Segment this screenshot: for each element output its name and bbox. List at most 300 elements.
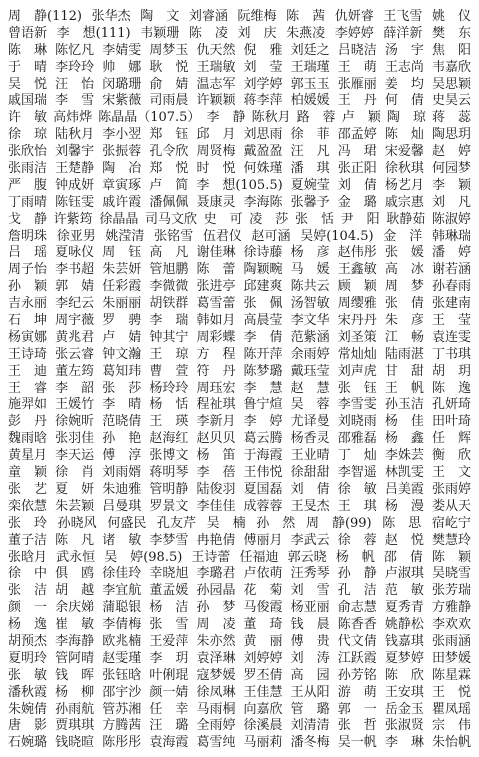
name-row xyxy=(8,77,471,94)
name-entry: 陈 凌 xyxy=(188,25,228,41)
name-entry: 刘 倩 xyxy=(290,481,330,497)
name-entry: 管明静 xyxy=(149,481,189,497)
name-entry: 潘佩佩 xyxy=(149,194,189,210)
name-entry: 刘 莹 xyxy=(243,59,283,75)
name-entry: 刘思雨 xyxy=(243,127,283,143)
name-entry: 袁海霞 xyxy=(149,735,189,751)
name-entry: 夏咏仪 xyxy=(55,245,95,261)
name-entry: 黄兆君 xyxy=(55,329,95,345)
name-entry: 李 倩 xyxy=(243,329,283,345)
name-entry: 李智遥 xyxy=(337,465,377,481)
name-entry: 全雨婷 xyxy=(196,718,236,734)
name-entry: 张 洁 xyxy=(8,583,48,599)
name-entry: 徐秋琪 xyxy=(384,161,424,177)
name-entry: 崔 敏 xyxy=(55,617,95,633)
name-entry: 杨 漫 xyxy=(384,498,424,514)
name-entry: 凌 莎 xyxy=(249,211,289,227)
name-entry: 冯 珺 xyxy=(337,144,377,160)
name-row xyxy=(8,144,471,161)
name-entry: 彭 丹 xyxy=(8,414,48,430)
name-entry: 邵孟婷 xyxy=(337,127,377,143)
name-entry: 赵可涵 xyxy=(251,228,291,244)
name-entry: 俞志慧 xyxy=(337,600,377,616)
name-entry: 姚 仪 xyxy=(431,9,471,24)
name-entry: 王楚静 xyxy=(55,161,95,177)
name-entry: 邵 倩 xyxy=(383,549,423,565)
name-entry: 郭玉玉 xyxy=(290,76,330,92)
name-entry: 刘 庆 xyxy=(237,25,277,41)
name-entry: 司雨晨 xyxy=(149,93,189,109)
name-entry: 许颖颖 xyxy=(196,93,236,109)
name-entry: 王 迪 xyxy=(8,363,48,379)
name-entry: 徐溪晨 xyxy=(243,718,283,734)
name-entry: 周 钰 xyxy=(102,245,142,261)
name-entry: 时 悦 xyxy=(196,161,236,177)
name-entry: 王 帆 xyxy=(384,380,424,396)
name-entry: 高炜烨 xyxy=(53,110,93,126)
name-entry: 孙 静 xyxy=(337,566,377,582)
name-row xyxy=(8,516,471,533)
name-entry: 何姝瑾 xyxy=(243,161,283,177)
name-entry: 宗 伟 xyxy=(431,718,471,734)
name-entry: 游 萌 xyxy=(337,684,377,700)
name-entry: 徐晶晶 xyxy=(99,211,139,227)
name-entry: 高 冰 xyxy=(384,262,424,278)
name-entry: 周梦玉 xyxy=(149,42,189,58)
name-entry: 管阿晴 xyxy=(55,650,95,666)
name-entry: 尤译曼 xyxy=(290,414,330,430)
name-entry: 陈梦璐 xyxy=(243,363,283,379)
name-entry: 姚滢清 xyxy=(105,228,145,244)
name-entry: 孔令欣 xyxy=(149,144,189,160)
name-entry: 金 洋 xyxy=(383,228,423,244)
name-row xyxy=(8,533,471,550)
name-row xyxy=(8,414,471,431)
name-row xyxy=(8,245,471,262)
name-entry: 代文倩 xyxy=(337,633,377,649)
name-entry: 刘 雪 xyxy=(290,583,330,599)
name-entry: 夏梦婷 xyxy=(384,650,424,666)
name-entry: 王 琼 xyxy=(149,346,189,362)
name-entry: 陈忆凡 xyxy=(55,42,95,58)
name-entry: 汪 凡 xyxy=(290,144,330,160)
name-entry: 李微微 xyxy=(149,279,189,295)
name-entry: 夏国磊 xyxy=(243,481,283,497)
name-entry: 郑 悦 xyxy=(149,161,189,177)
name-entry: 李 颖 xyxy=(431,177,471,193)
name-entry: 杨 鑫 xyxy=(384,431,424,447)
name-entry: 葛雪纯 xyxy=(196,735,236,751)
name-entry: 王瑞敏 xyxy=(196,59,236,75)
name-entry: 陈 蕾 xyxy=(196,262,236,278)
name-entry: 邵雅磊 xyxy=(337,431,377,447)
name-entry: 王 丹 xyxy=(337,93,377,109)
name-entry: 戚宗惠 xyxy=(384,194,424,210)
name-entry: 吴一帆 xyxy=(337,735,377,751)
name-entry: 葛知玮 xyxy=(102,363,142,379)
name-entry: 韩如月 xyxy=(196,313,236,329)
name-entry: 陶思玥 xyxy=(431,127,471,143)
name-entry: 陈淑婷 xyxy=(431,211,471,227)
name-row xyxy=(8,634,471,651)
name-entry: 谢若涵 xyxy=(431,262,471,278)
name-entry: 李 晴 xyxy=(102,397,142,413)
name-entry: 史昊云 xyxy=(431,93,471,109)
name-entry: 吉永丽 xyxy=(8,296,48,312)
name-entry: 余雨婷 xyxy=(290,346,330,362)
name-row xyxy=(8,381,471,398)
name-entry: 卢依萌 xyxy=(243,566,283,582)
name-entry: 瞿凤瑶 xyxy=(431,701,471,717)
name-entry: 李倩梅 xyxy=(102,617,142,633)
name-entry: 幸晓旭 xyxy=(149,566,189,582)
name-row xyxy=(8,735,471,752)
name-entry: 许紫筠 xyxy=(53,211,93,227)
name-entry: 朱芸颖 xyxy=(55,498,95,514)
name-entry: 李 慧 xyxy=(243,380,283,396)
name-entry: 王瑞瑾 xyxy=(290,59,330,75)
name-entry: 杨 帆 xyxy=(335,549,375,565)
name-entry: 徐佳玲 xyxy=(102,566,142,582)
name-entry: 温志军 xyxy=(196,76,236,92)
name-entry: 朱亦然 xyxy=(196,633,236,649)
name-entry: 张正阳 xyxy=(337,161,377,177)
name-entry: 吴 蓉 xyxy=(290,397,330,413)
name-entry: 郭 一 xyxy=(337,701,377,717)
name-row xyxy=(8,212,471,229)
name-entry: 吴思颖 xyxy=(431,76,471,92)
name-entry: 丁雨晴 xyxy=(8,194,48,210)
name-entry: 马丽莉 xyxy=(243,735,283,751)
name-entry: 陈星霖 xyxy=(431,667,471,683)
name-entry: 潘秋霞 xyxy=(8,684,48,700)
name-entry: 吕美霞 xyxy=(384,481,424,497)
name-row xyxy=(8,110,471,127)
name-entry: 董 琦 xyxy=(243,617,283,633)
name-entry: 刘 凡 xyxy=(431,194,471,210)
name-entry: 罗 骋 xyxy=(102,313,142,329)
name-entry: 郭云晓 xyxy=(287,549,327,565)
name-entry: 仇天然 xyxy=(196,42,236,58)
name-entry: 韦颖珊 xyxy=(140,25,180,41)
name-entry: 娄从天 xyxy=(431,498,471,514)
name-entry: 宋丹丹 xyxy=(337,313,377,329)
name-entry: 杨 洁 xyxy=(149,600,189,616)
name-entry: 徐亚男 xyxy=(56,228,96,244)
name-row xyxy=(8,617,471,634)
name-row xyxy=(8,499,471,516)
name-entry: 陈香香 xyxy=(337,617,377,633)
name-entry: 杨 佳 xyxy=(384,414,424,430)
name-entry: 徐诗藤 xyxy=(243,245,283,261)
name-entry: 朱婉倩 xyxy=(8,701,48,717)
name-entry: 高 凡 xyxy=(149,245,189,261)
name-row xyxy=(8,93,471,110)
name-entry: 吴 悦 xyxy=(8,76,48,92)
name-entry: 任彩霞 xyxy=(102,279,142,295)
name-entry: 钱嘉琪 xyxy=(384,633,424,649)
name-entry: 卢淑琪 xyxy=(384,566,424,582)
name-entry: 朱迪雅 xyxy=(102,481,142,497)
name-entry: 汪 璐 xyxy=(149,718,189,734)
name-entry: 向嘉欣 xyxy=(243,701,283,717)
name-entry: 吕曼琪 xyxy=(102,498,142,514)
name-entry: 姜 均 xyxy=(384,76,424,92)
name-row xyxy=(8,718,471,735)
name-entry: 李 雪 xyxy=(55,93,95,109)
name-entry: 张铭雪 xyxy=(154,228,194,244)
name-entry: 陈 逸 xyxy=(431,380,471,396)
name-entry: 杨寅娜 xyxy=(8,329,48,345)
name-entry: 刘雨婿 xyxy=(102,465,142,481)
name-entry: 汪秀琴 xyxy=(290,566,330,582)
name-entry: 张羽佳 xyxy=(55,431,95,447)
name-entry: 詹明珠 xyxy=(8,228,48,244)
name-entry: 李武云 xyxy=(290,532,330,548)
name-entry: 李纪云 xyxy=(55,296,95,312)
name-entry: 刘 涛 xyxy=(290,650,330,666)
name-entry: 王 莹 xyxy=(431,313,471,329)
name-entry: 马雨桐 xyxy=(196,701,236,717)
name-entry: 钟成妍 xyxy=(55,177,95,193)
name-entry: 钟文瀚 xyxy=(102,346,142,362)
name-entry: 李宜航 xyxy=(102,583,142,599)
name-entry: 栾依慧 xyxy=(8,498,48,514)
name-entry: 陆秋月 xyxy=(55,127,95,143)
name-entry: 张博文 xyxy=(149,448,189,464)
name-entry: 赵贝贝 xyxy=(196,431,236,447)
name-entry: 张云睿 xyxy=(55,346,95,362)
name-entry: 张晗月 xyxy=(8,549,48,565)
name-entry: 王诗琦 xyxy=(8,346,48,362)
name-entry: 徐凤琳 xyxy=(196,684,236,700)
name-entry: 戈 静 xyxy=(8,211,48,227)
name-entry: 胡 越 xyxy=(55,583,95,599)
name-entry: 张 哲 xyxy=(337,718,377,734)
name-entry: 赵雯瑾 xyxy=(102,650,142,666)
name-entry: 吴婷(104.5) xyxy=(300,228,374,244)
name-entry: 鲁宁煊 xyxy=(243,397,283,413)
name-entry: 许 敏 xyxy=(8,110,48,126)
name-entry: 李璐君 xyxy=(196,566,236,582)
name-entry: 张欣怡 xyxy=(8,144,48,160)
name-entry: 王 睿 xyxy=(8,380,48,396)
name-row xyxy=(8,195,471,212)
name-entry: 李 想(105.5) xyxy=(196,177,283,193)
name-entry: 刘晓雨 xyxy=(337,414,377,430)
name-entry: 何盛民 xyxy=(107,515,147,531)
name-entry: 刘廷之 xyxy=(290,42,330,58)
name-entry: 李天运 xyxy=(55,448,95,464)
name-entry: 王志尚 xyxy=(384,59,424,75)
name-entry: 冉艳倩 xyxy=(196,532,236,548)
name-entry: 田叶琦 xyxy=(431,414,471,430)
name-entry: 傅丽月 xyxy=(243,532,283,548)
name-entry: 孙芳铭 xyxy=(337,667,377,683)
name-entry: 常灿灿 xyxy=(337,346,377,362)
name-entry: 戚许霞 xyxy=(102,194,142,210)
name-entry: 曹 萱 xyxy=(149,363,189,379)
name-row xyxy=(8,668,471,685)
name-entry: 方腾茜 xyxy=(102,718,142,734)
name-entry: 帅 娜 xyxy=(102,59,142,75)
name-entry: 刘婷婷 xyxy=(243,650,283,666)
name-entry: 罗丕倩 xyxy=(243,667,283,683)
name-entry: 徐 琼 xyxy=(8,127,48,143)
name-entry: 蒋李萍 xyxy=(243,93,283,109)
name-entry: 王业晴 xyxy=(290,448,330,464)
name-entry: 成蓉蓉 xyxy=(243,498,283,514)
name-entry: 聂康灵 xyxy=(196,194,236,210)
name-entry: 尹 阳 xyxy=(340,211,380,227)
name-entry: 花 菊 xyxy=(243,583,283,599)
name-entry: 周 静(112) xyxy=(8,9,82,24)
name-entry: 赵海红 xyxy=(149,431,189,447)
name-entry: 倪 雅 xyxy=(243,42,283,58)
name-entry: 刘 倩 xyxy=(337,177,377,193)
name-entry: 任 辉 xyxy=(431,431,471,447)
name-entry: 陈 思 xyxy=(382,515,422,531)
name-entry: 赵 婷 xyxy=(431,144,471,160)
name-entry: 陶 琼 xyxy=(386,110,426,126)
name-entry: 李欢欢 xyxy=(431,617,471,633)
name-entry: 周子怡 xyxy=(8,262,48,278)
name-entry: 潘 婷 xyxy=(431,245,471,261)
name-entry: 陶 冶 xyxy=(102,161,142,177)
name-entry: 吴 楠 xyxy=(206,515,246,531)
name-entry: 余庆娣 xyxy=(55,600,95,616)
name-entry: 邱 月 xyxy=(196,127,236,143)
name-entry: 刘睿涵 xyxy=(188,9,228,24)
name-entry: 周彩蝶 xyxy=(196,329,236,345)
name-entry: 叶俐琨 xyxy=(149,667,189,683)
name-entry: 钱 晖 xyxy=(55,667,95,683)
name-entry: 李婧雯 xyxy=(102,42,142,58)
name-entry: 傅 贵 xyxy=(290,633,330,649)
name-entry: 罗景文 xyxy=(149,498,189,514)
name-entry: 于 晴 xyxy=(8,59,48,75)
name-entry: 李 蓓 xyxy=(196,465,236,481)
name-entry: 谢佳琳 xyxy=(196,245,236,261)
name-entry: 王鑫敏 xyxy=(337,262,377,278)
name-entry: 李文华 xyxy=(290,313,330,329)
name-entry: 王 瑛 xyxy=(149,414,189,430)
name-entry: 陈共云 xyxy=(290,279,330,295)
name-entry: 杨亚丽 xyxy=(290,600,330,616)
name-entry: 江 畅 xyxy=(384,329,424,345)
name-entry: 林凯雯 xyxy=(384,465,424,481)
name-entry: 李新月 xyxy=(196,414,236,430)
name-entry: 邱建爽 xyxy=(243,279,283,295)
name-entry: 葛云腾 xyxy=(243,431,283,447)
name-entry: 陈 琳 xyxy=(8,42,48,58)
name-entry: 钱晓暄 xyxy=(55,735,95,751)
name-entry: 张 倩 xyxy=(384,296,424,312)
name-entry: 赵 悦 xyxy=(384,532,424,548)
name-row xyxy=(8,397,471,414)
name-entry: 黄星月 xyxy=(8,448,48,464)
name-entry: 张 钰 xyxy=(337,380,377,396)
name-entry: 诸 敏 xyxy=(102,532,142,548)
name-entry: 陈 灿 xyxy=(384,127,424,143)
name-entry: 张振蓉 xyxy=(102,144,142,160)
name-entry: 姚静松 xyxy=(384,617,424,633)
name-entry: 焦 阳 xyxy=(431,42,471,58)
name-entry: 寇梦媛 xyxy=(196,667,236,683)
name-entry: 闵璐珊 xyxy=(102,76,142,92)
name-entry: 邵宇沙 xyxy=(102,684,142,700)
name-entry: 丁书琪 xyxy=(431,346,471,362)
name-entry: 张雨婷 xyxy=(431,481,471,497)
name-entry: 张 玲 xyxy=(8,515,48,531)
name-entry: 汪 怡 xyxy=(55,76,95,92)
name-entry: 李海静 xyxy=(55,633,95,649)
name-entry: 李 静 xyxy=(206,110,246,126)
name-entry: 宋紫薇 xyxy=(102,93,142,109)
name-entry: 钟其宁 xyxy=(149,329,189,345)
name-row xyxy=(8,262,471,279)
name-entry: 张 雪 xyxy=(149,617,189,633)
name-entry: 周 凌 xyxy=(196,617,236,633)
name-entry: 夏秀青 xyxy=(384,600,424,616)
name-entry: 何园梦 xyxy=(431,161,471,177)
name-entry: 刘学婷 xyxy=(243,76,283,92)
name-row xyxy=(8,279,471,296)
name-entry: 张 恬 xyxy=(294,211,334,227)
name-entry: 孙 梦 xyxy=(196,600,236,616)
name-entry: 武永恒 xyxy=(56,549,96,565)
name-entry: 马 媛 xyxy=(290,262,330,278)
name-entry: 石婉璐 xyxy=(8,735,48,751)
name-row xyxy=(8,313,471,330)
name-row xyxy=(8,43,471,60)
name-entry: 刘清清 xyxy=(290,718,330,734)
name-entry: 杨艺月 xyxy=(384,177,424,193)
name-entry: 顾 颖 xyxy=(337,279,377,295)
name-entry: 吕 瑶 xyxy=(8,245,48,261)
name-entry: 夏 妍 xyxy=(55,481,95,497)
name-entry: 杨 恬 xyxy=(149,397,189,413)
name-row xyxy=(8,178,471,195)
name-entry: 陈 茜 xyxy=(286,9,326,24)
name-entry: 陈秋月 xyxy=(251,110,291,126)
name-entry: 吴 婷(98.5) xyxy=(104,549,183,565)
name-entry: 董子洁 xyxy=(8,532,48,548)
name-entry: 李 瑞 xyxy=(149,313,189,329)
name-entry: 严 腹 xyxy=(8,177,48,193)
name-entry: 董孟媛 xyxy=(149,583,189,599)
name-entry: 汤 宇 xyxy=(384,42,424,58)
name-entry: 陈 凡 xyxy=(55,532,95,548)
name-entry: 何 倩 xyxy=(384,93,424,109)
name-entry: 孙 然 xyxy=(256,515,296,531)
name-entry: 周 梦 xyxy=(384,279,424,295)
name-entry: 张 艺 xyxy=(8,481,48,497)
name-entry: 张芳瑞 xyxy=(431,583,471,599)
name-entry: 张华杰 xyxy=(91,9,131,24)
name-entry: 陆雨湛 xyxy=(384,346,424,362)
name-entry: 李梦雪 xyxy=(149,532,189,548)
name-entry: 韩琳瑞 xyxy=(431,228,471,244)
name-entry: 张雁丽 xyxy=(337,76,377,92)
name-entry: 朱怡帆 xyxy=(431,735,471,751)
name-entry: 袁泽琳 xyxy=(196,650,236,666)
name-entry: 周珏宏 xyxy=(196,380,236,396)
name-entry: 管 璐 xyxy=(290,701,330,717)
name-entry: 李 玥 xyxy=(149,650,189,666)
name-entry: 范 敏 xyxy=(384,583,424,599)
name-entry: 陈 欣 xyxy=(384,667,424,683)
